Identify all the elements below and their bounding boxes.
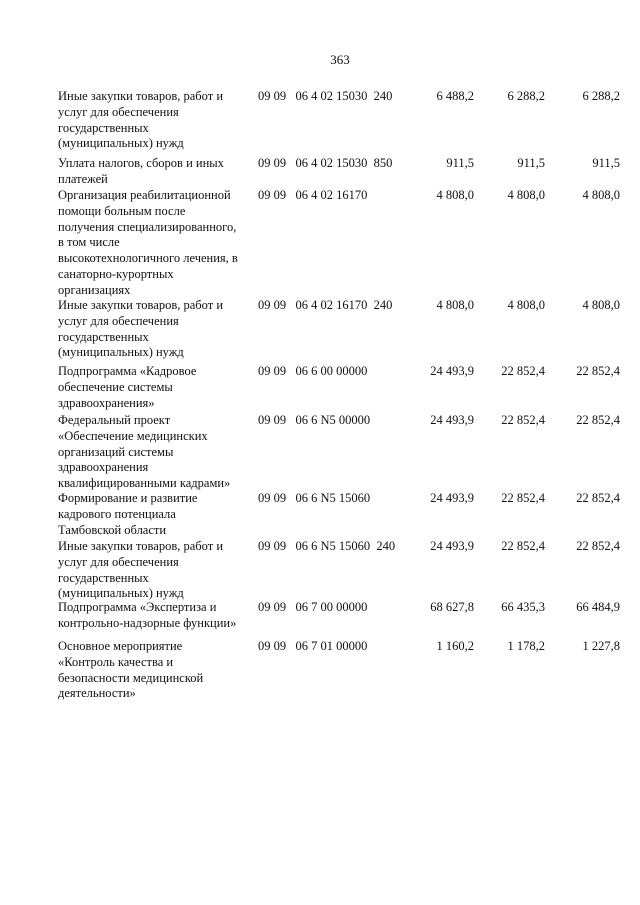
- row-name-line: услуг для обеспечения: [58, 554, 179, 569]
- row-name-line: Иные закупки товаров, работ и: [58, 298, 224, 312]
- row-name-line: санаторно-курортных: [58, 266, 174, 281]
- row-code: 09 09 06 7 00 00000: [258, 600, 368, 614]
- row-name-line: Основное мероприятие: [58, 639, 183, 653]
- row-code: 09 09 06 4 02 16170 240: [258, 298, 393, 312]
- row-name-line: кадрового потенциала: [58, 506, 176, 521]
- row-name-line: услуг для обеспечения: [58, 313, 179, 328]
- row-code: 09 09 06 6 N5 00000: [258, 413, 371, 427]
- row-name-line: Иные закупки товаров, работ и: [58, 89, 224, 103]
- row-name-line: квалифицированными кадрами»: [58, 476, 231, 491]
- row-name-line: государственных: [58, 120, 149, 135]
- value-year-1: 24 493,9: [430, 491, 474, 505]
- row-code: 09 09 06 7 01 00000: [258, 639, 368, 653]
- row-name-line: Иные закупки товаров, работ и: [58, 539, 224, 553]
- row-name: [58, 188, 254, 299]
- row-name-line: помощи больным после: [58, 203, 186, 218]
- row-code: 09 09 06 6 00 00000: [258, 364, 368, 378]
- row-name-line: платежей: [58, 171, 108, 186]
- value-year-2: 4 808,0: [507, 188, 545, 202]
- row-name-line: получения специализированного,: [58, 219, 237, 234]
- value-year-1: 6 488,2: [436, 89, 474, 103]
- row-name-line: Уплата налогов, сборов и иных: [58, 156, 224, 170]
- row-name-line: (муниципальных) нужд: [58, 136, 184, 151]
- row-name-line: государственных: [58, 570, 149, 585]
- value-year-1: 4 808,0: [436, 188, 474, 202]
- value-year-3: 22 852,4: [576, 413, 620, 427]
- value-year-2: 4 808,0: [507, 298, 545, 312]
- row-name-line: контрольно-надзорные функции»: [58, 615, 237, 630]
- row-name: [58, 364, 254, 411]
- value-year-2: 22 852,4: [501, 364, 545, 378]
- value-year-3: 22 852,4: [576, 491, 620, 505]
- value-year-2: 22 852,4: [501, 539, 545, 553]
- row-name: [58, 539, 254, 602]
- value-year-2: 22 852,4: [501, 413, 545, 427]
- value-year-3: 4 808,0: [582, 188, 620, 202]
- row-name: [58, 298, 254, 361]
- row-code: 09 09 06 4 02 15030 240: [258, 89, 393, 103]
- row-name: [58, 413, 254, 492]
- row-name-line: Федеральный проект: [58, 413, 171, 427]
- row-code: 09 09 06 6 N5 15060 240: [258, 539, 396, 553]
- value-year-2: 66 435,3: [501, 600, 545, 614]
- value-year-3: 4 808,0: [582, 298, 620, 312]
- row-name-line: Организация реабилитационной: [58, 188, 231, 202]
- value-year-1: 24 493,9: [430, 413, 474, 427]
- row-name: [58, 89, 254, 152]
- row-name-line: высокотехнологичного лечения, в: [58, 251, 238, 266]
- value-year-2: 911,5: [517, 156, 545, 170]
- row-name-line: безопасности медицинской: [58, 670, 204, 685]
- value-year-1: 24 493,9: [430, 364, 474, 378]
- value-year-1: 68 627,8: [430, 600, 474, 614]
- row-name-line: Формирование и развитие: [58, 491, 198, 505]
- row-name: [58, 491, 254, 538]
- row-name-line: здравоохранения: [58, 460, 149, 475]
- row-name: [58, 156, 254, 188]
- page-number: 363: [330, 52, 350, 67]
- value-year-3: 1 227,8: [582, 639, 620, 653]
- value-year-3: 6 288,2: [582, 89, 620, 103]
- row-name-line: Подпрограмма «Кадровое: [58, 364, 197, 378]
- row-name-line: обеспечение системы: [58, 379, 173, 394]
- row-name-line: в том числе: [58, 235, 120, 250]
- row-name-line: (муниципальных) нужд: [58, 345, 184, 360]
- row-name-line: (муниципальных) нужд: [58, 586, 184, 601]
- row-name-line: организаций системы: [58, 444, 174, 459]
- row-name-line: государственных: [58, 329, 149, 344]
- row-code: 09 09 06 4 02 16170: [258, 188, 368, 202]
- value-year-1: 911,5: [446, 156, 474, 170]
- value-year-2: 6 288,2: [507, 89, 545, 103]
- row-name-line: «Обеспечение медицинских: [58, 428, 208, 443]
- value-year-2: 1 178,2: [507, 639, 545, 653]
- value-year-3: 22 852,4: [576, 364, 620, 378]
- value-year-2: 22 852,4: [501, 491, 545, 505]
- value-year-3: 911,5: [592, 156, 620, 170]
- row-name-line: услуг для обеспечения: [58, 104, 179, 119]
- row-name-line: организациях: [58, 282, 131, 297]
- row-name-line: здравоохранения»: [58, 395, 155, 410]
- value-year-1: 1 160,2: [436, 639, 474, 653]
- value-year-3: 22 852,4: [576, 539, 620, 553]
- row-code: 09 09 06 6 N5 15060: [258, 491, 371, 505]
- value-year-1: 24 493,9: [430, 539, 474, 553]
- row-name-line: Тамбовской области: [58, 522, 167, 537]
- row-name-line: «Контроль качества и: [58, 654, 174, 669]
- row-name-line: Подпрограмма «Экспертиза и: [58, 600, 217, 614]
- row-name: [58, 600, 254, 632]
- row-code: 09 09 06 4 02 15030 850: [258, 156, 393, 170]
- value-year-1: 4 808,0: [436, 298, 474, 312]
- row-name: [58, 639, 254, 702]
- row-name-line: деятельности»: [58, 686, 136, 701]
- value-year-3: 66 484,9: [576, 600, 620, 614]
